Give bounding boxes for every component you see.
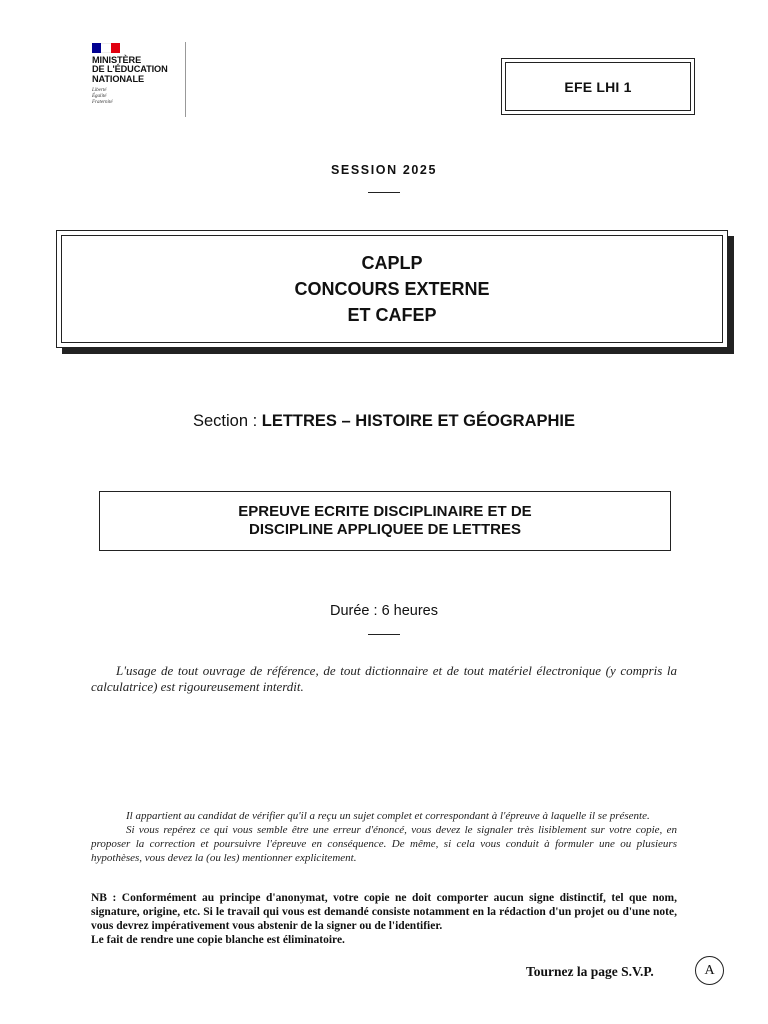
duration: Durée : 6 heures	[329, 603, 438, 619]
epreuve-line2: DISCIPLINE APPLIQUEE DE LETTRES	[249, 521, 521, 538]
anonymity-notice	[91, 891, 677, 947]
ministry-name-line3: NATIONALE	[92, 73, 145, 84]
logo-divider	[185, 42, 186, 117]
title-line-cafep: ET CAFEP	[347, 305, 437, 325]
ministry-logo	[90, 42, 188, 117]
section-name: LETTRES – HISTOIRE ET GÉOGRAPHIE	[261, 412, 576, 430]
blank-copy-rule: Le fait de rendre une copie blanche est éliminatoire.	[91, 934, 345, 946]
motto-egalite: Égalité	[92, 94, 107, 99]
duration-separator	[368, 634, 400, 635]
notice-paragraph-2: Si vous repérez ce qui vous semble être une erreur d'énoncé, vous devez le signaler très lisiblement sur votre copie, en proposer la correction et poursuivre l'épreuve en conséquence. De même, si cela vous conduit à formuler une ou plusieurs hypothèses, vous devez la (ou les) mentionner explicitement.	[91, 824, 677, 864]
title-line-concours: CONCOURS EXTERNE	[294, 279, 490, 299]
session-label: SESSION 2025	[330, 163, 438, 177]
ministry-name-line2: DE L'ÉDUCATION	[92, 64, 168, 75]
ministry-name	[92, 56, 168, 84]
republic-motto	[92, 88, 113, 106]
session-separator	[368, 192, 400, 193]
exam-title-box	[56, 230, 728, 348]
ministry-name-line1: MINISTÈRE	[92, 55, 142, 65]
subject-variant-mark: A	[695, 956, 724, 985]
title-line-caplp: CAPLP	[361, 253, 423, 273]
candidate-notice	[91, 809, 677, 865]
section-prefix: Section :	[192, 412, 262, 430]
nb-paragraph: NB : Conformément au principe d'anonymat, votre copie ne doit comporter aucun signe distinctif, tel que nom, signature, origine, etc. Si le travail qui vous est demandé consiste notamment en la rédaction d'un projet ou d'une note, vous devrez impérativement vous abstenir de la signer ou de l'identifier.	[91, 892, 677, 932]
epreuve-box	[99, 491, 671, 551]
epreuve-line1: EPREUVE ECRITE DISCIPLINAIRE ET DE	[238, 503, 532, 520]
motto-liberte: Liberté	[92, 88, 107, 93]
exam-code: EFE LHI 1	[505, 62, 691, 111]
motto-fraternite: Fraternité	[92, 100, 113, 105]
exam-code-box	[501, 58, 695, 115]
notice-paragraph-1: Il appartient au candidat de vérifier qu'il a reçu un sujet complet et correspondant à l'épreuve à laquelle il se présente.	[126, 810, 650, 822]
section-heading	[0, 412, 768, 431]
usage-rule: L'usage de tout ouvrage de référence, de tout dictionnaire et de tout matériel électronique (y compris la calculatrice) est rigoureusement interdit.	[91, 663, 677, 694]
french-flag-icon	[92, 43, 120, 53]
turn-page-label: Tournez la page S.V.P.	[526, 964, 654, 979]
